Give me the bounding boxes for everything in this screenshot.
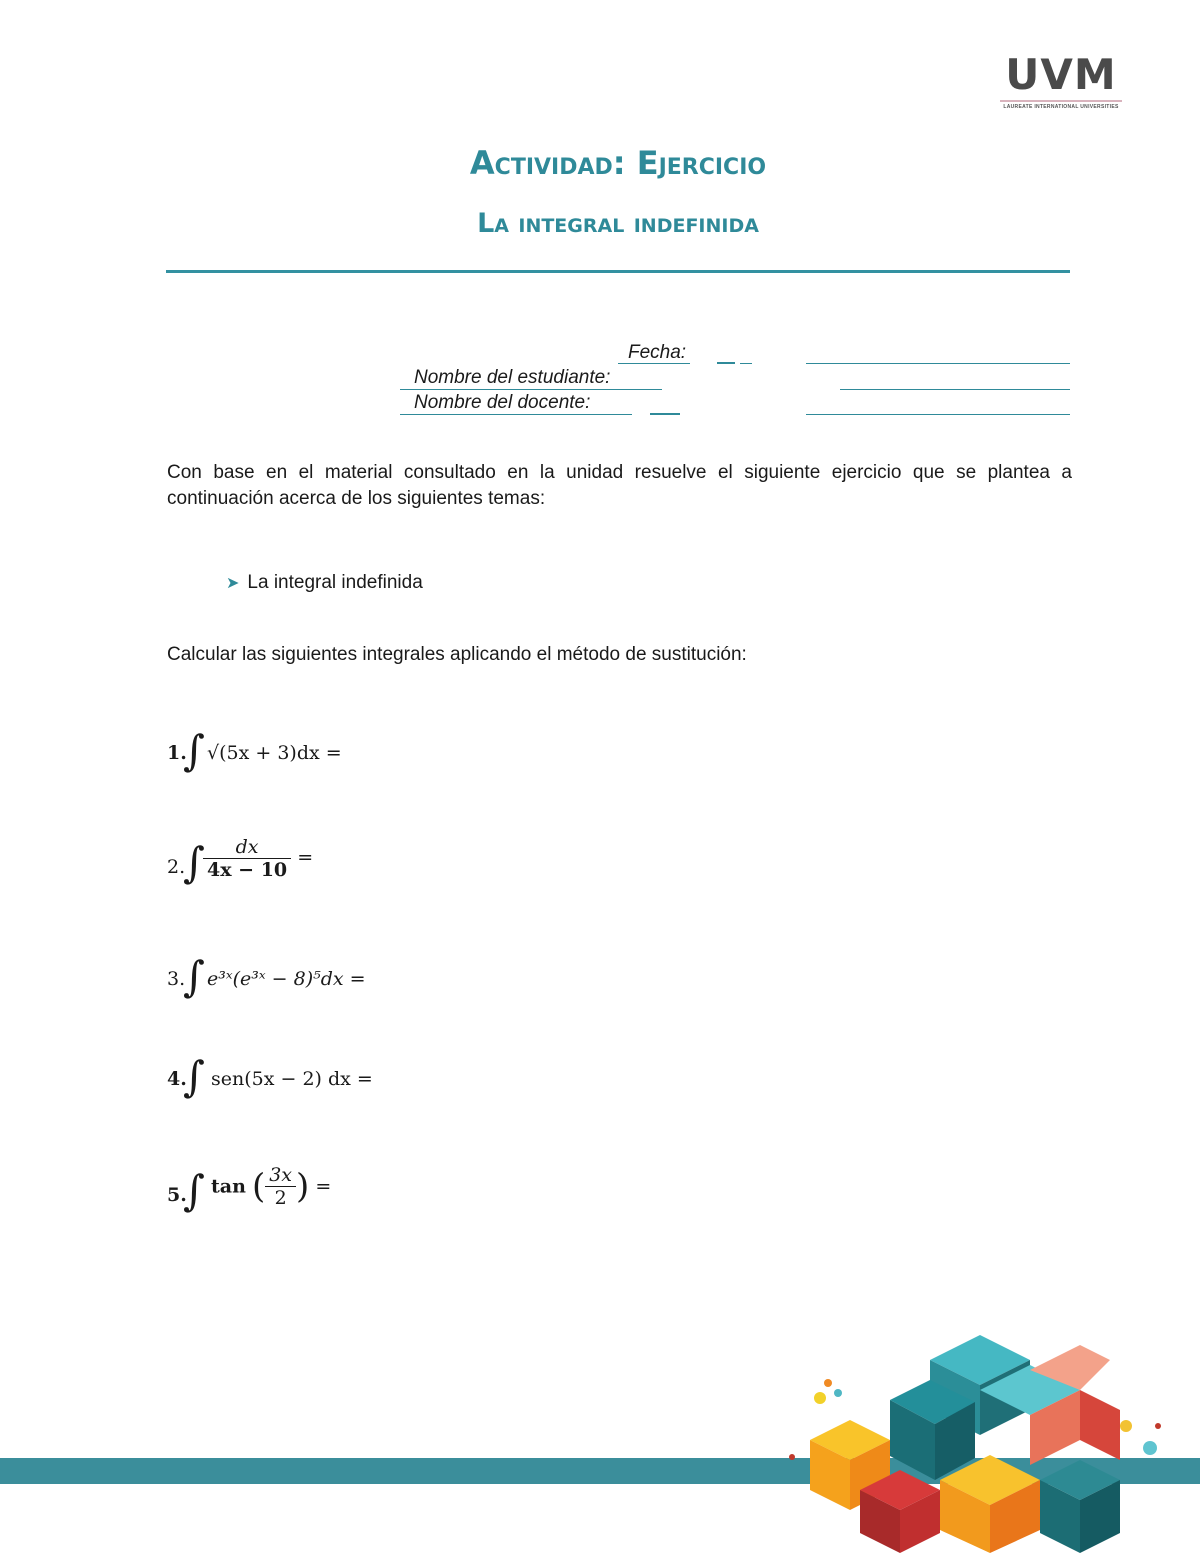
exercise-number: 1.: [167, 742, 187, 764]
equals-sign: =: [315, 1175, 332, 1198]
fecha-underline-left: [618, 363, 690, 364]
numerator: dx: [235, 836, 259, 858]
exercise-number: 4.: [167, 1068, 187, 1090]
exercise-2: [167, 836, 467, 896]
logo-tagline: LAUREATE INTERNATIONAL UNIVERSITIES: [1003, 104, 1119, 110]
docente-mark: [650, 413, 680, 415]
decorative-dot: [1120, 1420, 1132, 1432]
estudiante-underline-left: [400, 389, 662, 390]
docente-label: Nombre del docente:: [414, 392, 591, 413]
estudiante-label: Nombre del estudiante:: [414, 367, 611, 388]
estudiante-field[interactable]: [840, 389, 1070, 390]
document-title: Actividad: Ejercicio: [469, 144, 767, 182]
decorative-dot: [1155, 1423, 1161, 1429]
exercise-number: 3.: [167, 968, 186, 990]
logo-divider: [1000, 100, 1122, 102]
decorative-dot: [789, 1454, 795, 1460]
decorative-dot: [834, 1389, 842, 1397]
docente-field[interactable]: [806, 414, 1070, 415]
title-divider: [166, 270, 1070, 273]
numerator: 3x: [269, 1164, 293, 1186]
intro-paragraph: Con base en el material consultado en la unidad resuelve el siguiente ejercicio que se plantea a continuación acerca de los siguientes temas:: [167, 462, 1072, 509]
fecha-field[interactable]: [806, 363, 1070, 364]
integral-sign: ∫: [183, 726, 205, 775]
integral-sign: ∫: [183, 838, 205, 887]
exercise-expression: [203, 836, 313, 881]
left-paren: (: [251, 1166, 266, 1207]
instruction-text: Calcular las siguientes integrales aplicando el método de sustitución:: [167, 644, 747, 665]
docente-underline-left: [400, 414, 632, 415]
decorative-dot: [814, 1392, 826, 1404]
exercise-number: 5.: [167, 1184, 187, 1206]
fecha-label: Fecha:: [628, 342, 687, 363]
document-subtitle: La integral indefinida: [477, 208, 759, 239]
fraction: [203, 836, 291, 881]
exercise-expression: sen(5x − 2) dx =: [211, 1068, 373, 1090]
exercise-1: [167, 726, 467, 780]
exercise-3: [167, 952, 467, 1006]
fraction: [265, 1164, 296, 1209]
exercise-4: [167, 1052, 467, 1106]
decorative-dot: [824, 1379, 832, 1387]
logo-text: UVM: [1005, 50, 1117, 99]
exercise-expression: [211, 1164, 331, 1209]
exercise-5: [167, 1164, 467, 1224]
integral-sign: ∫: [183, 1052, 205, 1101]
denominator: 2: [265, 1186, 296, 1209]
denominator: 4x − 10: [203, 858, 291, 881]
arrow-bullet-icon: ➤: [226, 575, 240, 592]
function-name: tan: [211, 1175, 246, 1198]
integral-sign: ∫: [183, 952, 205, 1001]
exercise-number: 2.: [167, 856, 186, 878]
topic-list-item: [226, 572, 423, 594]
integral-sign: ∫: [183, 1166, 205, 1215]
decorative-dot: [1143, 1441, 1157, 1455]
fecha-mark: [740, 363, 752, 364]
fecha-mark: [717, 362, 735, 364]
exercise-expression: √(5x + 3)dx =: [207, 742, 342, 764]
equals-sign: =: [297, 846, 314, 869]
decorative-cubes-graphic: [780, 1320, 1200, 1553]
topic-label: La integral indefinida: [247, 572, 423, 593]
uvm-logo: [1000, 50, 1122, 116]
right-paren: ): [296, 1166, 310, 1207]
exercise-expression: e³ˣ(e³ˣ − 8)⁵dx =: [207, 968, 366, 990]
